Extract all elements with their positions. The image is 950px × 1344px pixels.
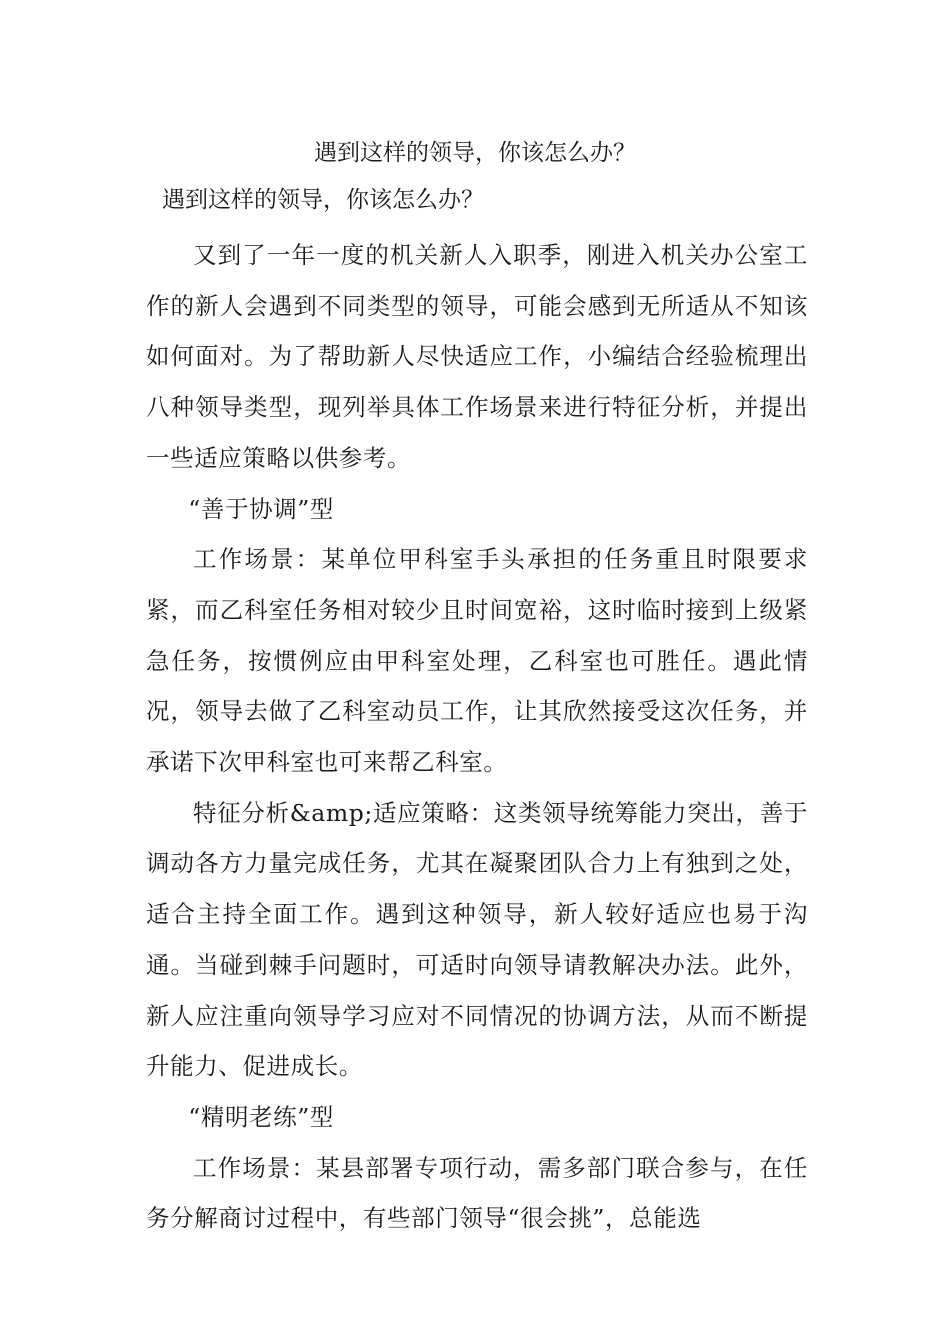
document-body: [146, 230, 808, 1244]
section-heading-coordination: “善于协调”型: [188, 494, 335, 523]
analysis-strategy-paragraph: 特征分析&amp;适应策略：这类领导统筹能力突出，善于调动各方力量完成任务，尤其在凝聚团队合力上有独到之处，适合主持全面工作。遇到这种领导，新人较好适应也易于沟通。当碰到棘手问题时，可适时向领导请教解决办法。此外，新人应注重向领导学习应对不同情况的协调方法，从而不断提升能力、促进成长。: [146, 798, 808, 1081]
document-title: 遇到这样的领导，你该怎么办？: [314, 140, 636, 166]
intro-paragraph: 又到了一年一度的机关新人入职季，刚进入机关办公室工作的新人会遇到不同类型的领导，可能会感到无所适从不知该如何面对。为了帮助新人尽快适应工作，小编结合经验梳理出八种领导类型，现列举具体工作场景来进行特征分析，并提出一些适应策略以供参考。: [146, 241, 808, 472]
document-subtitle: 遇到这样的领导，你该怎么办？: [162, 187, 484, 213]
work-scenario-paragraph-2: 工作场景：某县部署专项行动，需多部门联合参与，在任务分解商讨过程中，有些部门领导“很会挑”，总能选: [146, 1153, 808, 1233]
work-scenario-paragraph: 工作场景：某单位甲科室手头承担的任务重且时限要求紧，而乙科室任务相对较少且时间宽裕，这时临时接到上级紧急任务，按惯例应由甲科室处理，乙科室也可胜任。遇此情况，领导去做了乙科室动员工作，让其欣然接受这次任务，并承诺下次甲科室也可来帮乙科室。: [146, 545, 808, 777]
section-heading-shrewd: “精明老练”型: [188, 1102, 335, 1131]
